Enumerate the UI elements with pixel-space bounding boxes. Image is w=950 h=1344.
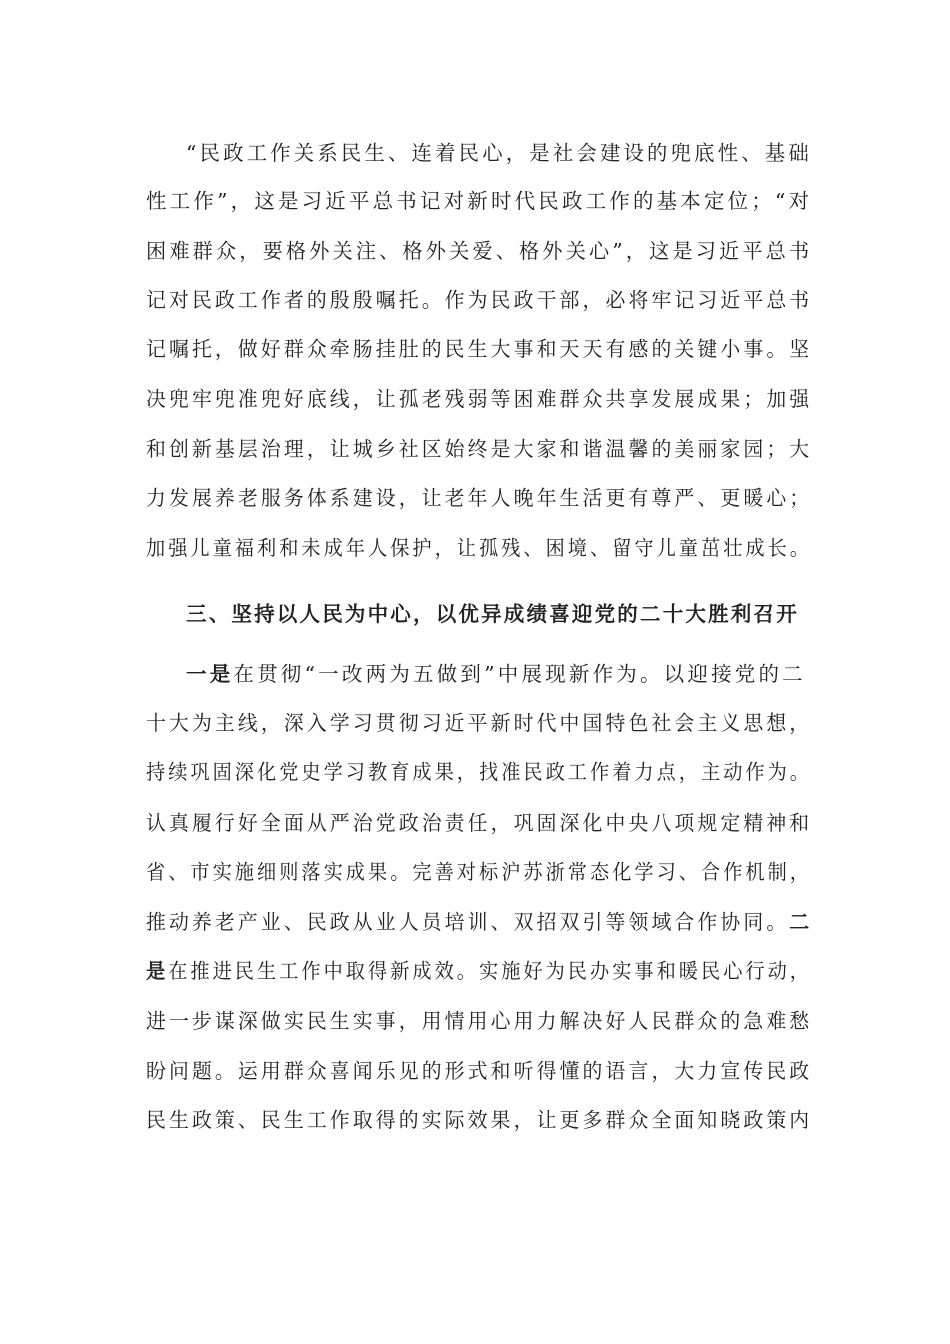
line-text: 在推进民生工作中取得新成效。实施好为民办实事和暖民心行动， (168, 959, 813, 983)
paragraph-line: 加强儿童福利和未成年人保护，让孤残、困境、留守儿童茁壮成长。 (146, 536, 812, 560)
line-text: 在贯彻“一改两为五做到”中展现新作为。以迎接党的二 (233, 662, 806, 686)
section-heading: 三、坚持以人民为中心，以优异成绩喜迎党的二十大胜利召开 (186, 602, 799, 626)
paragraph-line: “民政工作关系民生、连着民心，是社会建设的兜底性、基础 (186, 141, 812, 165)
paragraph-line: 十大为主线，深入学习贯彻习近平新时代中国特色社会主义思想， (146, 711, 813, 735)
paragraph-line: 进一步谋深做实民生实事，用情用心用力解决好人民群众的急难愁 (146, 1009, 813, 1033)
emphasis-text: 一是 (186, 662, 234, 686)
paragraph-line: 记对民政工作者的殷殷嘱托。作为民政干部，必将牢记习近平总书 (146, 288, 813, 312)
paragraph-line: 持续巩固深化党史学习教育成果，找准民政工作着力点，主动作为。 (146, 760, 812, 784)
paragraph-line (186, 659, 806, 689)
paragraph-line: 盼问题。运用群众喜闻乐见的形式和听得懂的语言，大力宣传民政 (146, 1059, 813, 1083)
paragraph-line (146, 907, 812, 937)
paragraph-line (146, 956, 812, 986)
paragraph-line: 决兜牢兜准兜好底线，让孤老残弱等困难群众共享发展成果；加强 (146, 387, 813, 411)
paragraph-line: 民生政策、民生工作取得的实际效果，让更多群众全面知晓政策内 (146, 1108, 813, 1132)
paragraph-line: 认真履行好全面从严治党政治责任，巩固深化中央八项规定精神和 (146, 811, 813, 835)
paragraph-line: 性工作”，这是习近平总书记对新时代民政工作的基本定位；“对 (146, 189, 813, 213)
emphasis-text: 是 (146, 959, 169, 983)
paragraph-line: 困难群众，要格外关注、格外关爱、格外关心”，这是习近平总书 (146, 239, 813, 263)
paragraph-line: 记嘱托，做好群众牵肠挂肚的民生大事和天天有感的关键小事。坚 (146, 337, 813, 361)
paragraph-line: 力发展养老服务体系建设，让老年人晚年生活更有尊严、更暖心； (146, 486, 813, 510)
paragraph-line: 省、市实施细则落实成果。完善对标沪苏浙常态化学习、合作机制， (146, 860, 812, 884)
paragraph-line: 和创新基层治理，让城乡社区始终是大家和谐温馨的美丽家园；大 (146, 437, 813, 461)
line-text: 推动养老产业、民政从业人员培训、双招双引等领域合作协同。 (146, 910, 790, 934)
emphasis-text: 二 (789, 910, 813, 934)
